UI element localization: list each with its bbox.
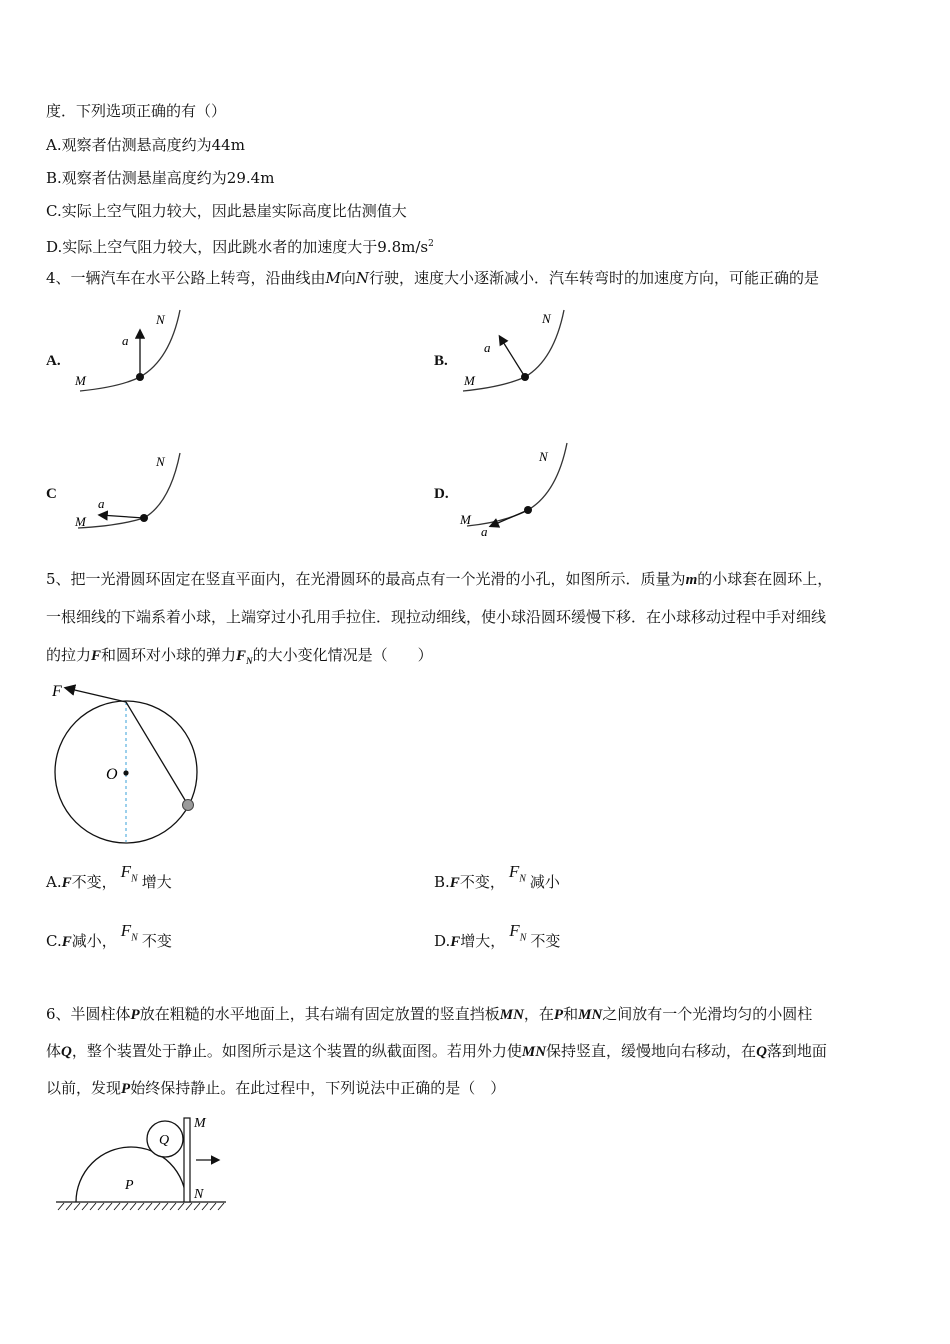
q6-stem-line2: 体Q，整个装置处于静止。如图所示是这个装置的纵截面图。若用外力使MN保持竖直，缓慢地向右移动，在Q落到地面 bbox=[46, 1042, 827, 1060]
q5-o-label: O bbox=[106, 766, 118, 783]
q3-stem-tail: 度．下列选项正确的有（） bbox=[46, 102, 227, 120]
q4a-n-label: N bbox=[156, 312, 165, 327]
q6-figure bbox=[52, 1110, 232, 1214]
q3-option-c: C.实际上空气阻力较大，因此悬崖实际高度比估测值大 bbox=[46, 202, 407, 220]
q5-option-d: D.F增大，$F_N$ 不变 bbox=[434, 921, 561, 950]
q4b-m-label: M bbox=[464, 373, 475, 388]
q4d-m-label: M bbox=[460, 512, 471, 527]
q6-stem-line1: 6、半圆柱体P放在粗糙的水平地面上，其右端有固定放置的竖直挡板MN，在P和MN之间放有一个光滑均匀的小圆柱 bbox=[46, 1005, 813, 1023]
q4a-a-label: a bbox=[122, 333, 129, 348]
q4a-m-label: M bbox=[75, 373, 86, 388]
q5-stem-line1: 5、把一光滑圆环固定在竖直平面内，在光滑圆环的最高点有一个光滑的小孔，如图所示．质量为m的小球套在圆环上， bbox=[46, 570, 833, 588]
q4-label-b: B. bbox=[434, 353, 448, 369]
q6-stem-line3: 以前，发现P始终保持静止。在此过程中，下列说法中正确的是（ ） bbox=[46, 1079, 506, 1097]
q4c-m-label: M bbox=[75, 514, 86, 529]
q3-option-b: B.观察者估测悬崖高度约为29.4m bbox=[46, 169, 275, 187]
q5-figure bbox=[44, 676, 214, 846]
q6-m-label: M bbox=[194, 1116, 206, 1131]
q4-figure-b bbox=[458, 305, 578, 400]
q5-option-a: A.F不变，$F_N$ 增大 bbox=[46, 862, 172, 891]
q5-option-c: C.F减小，$F_N$ 不变 bbox=[46, 921, 172, 950]
q4-label-a: A. bbox=[46, 353, 61, 369]
q5-f-label: F bbox=[52, 683, 62, 700]
q4-figure-d bbox=[455, 438, 580, 538]
q4d-a-label: a bbox=[481, 524, 488, 538]
q4b-n-label: N bbox=[542, 311, 551, 326]
q4-label-c: C bbox=[46, 486, 57, 502]
q4b-a-label: a bbox=[484, 340, 491, 355]
q6-n-label: N bbox=[194, 1187, 204, 1202]
q4-figure-c bbox=[70, 448, 190, 538]
q5-stem-line2: 一根细线的下端系着小球，上端穿过小孔用手拉住．现拉动细线，使小球沿圆环缓慢下移．在小球移动过程中手对细线 bbox=[46, 608, 827, 626]
q3-option-d: D.实际上空气阻力较大，因此跳水者的加速度大于$9.8m/s^2$ bbox=[46, 238, 434, 256]
q6-p-label: P bbox=[125, 1178, 134, 1193]
q4d-n-label: N bbox=[539, 449, 548, 464]
q4-figure-a bbox=[70, 305, 190, 400]
q4-stem: 4、一辆汽车在水平公路上转弯，沿曲线由M向N行驶，速度大小逐渐减小．汽车转弯时的加速度方向，可能正确的是 bbox=[46, 269, 820, 287]
q3-option-a: A.观察者估测悬高度约为44m bbox=[46, 136, 245, 154]
q4c-a-label: a bbox=[98, 496, 105, 511]
q4-label-d: D. bbox=[434, 486, 449, 502]
q5-stem-line3: 的拉力F和圆环对小球的弹力$F_N$的大小变化情况是（ ） bbox=[46, 646, 433, 666]
q6-q-label: Q bbox=[159, 1133, 170, 1148]
q4c-n-label: N bbox=[156, 454, 165, 469]
q5-option-b: B.F不变，$F_N$ 减小 bbox=[434, 862, 560, 891]
